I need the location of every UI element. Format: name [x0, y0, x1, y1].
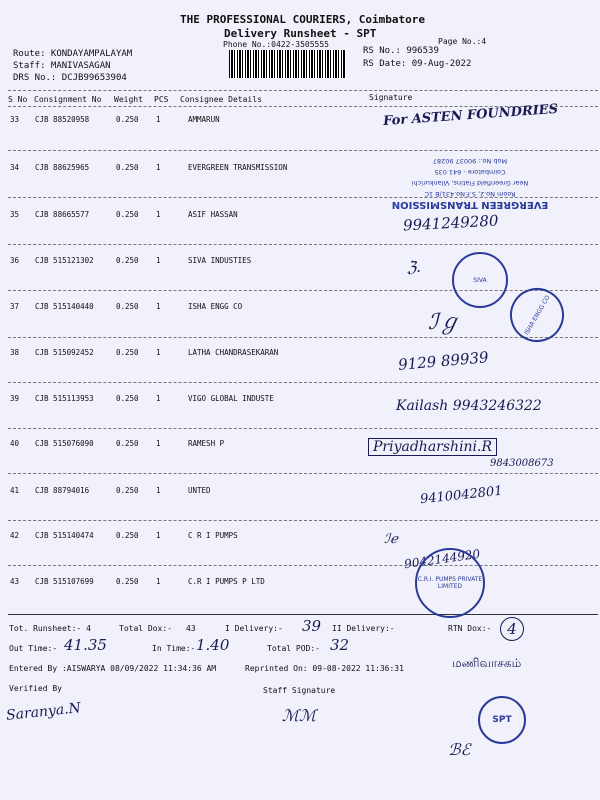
signature-40-name: Priyadharshini.R: [368, 438, 497, 456]
row-pcs: 1: [156, 348, 161, 357]
row-weight: 0.250: [116, 348, 139, 357]
stamp-line: Coimbatore - 641 035: [434, 168, 506, 176]
row-consignee: SIVA INDUSTIES: [188, 256, 252, 265]
row-sno: 40: [10, 439, 20, 448]
spt-stamp: [478, 696, 526, 744]
row-consignee: UNTED: [188, 486, 211, 495]
siva-stamp: [452, 252, 508, 308]
row-weight: 0.250: [116, 256, 139, 265]
row-sno: 34: [10, 163, 20, 172]
row-consignment: CJB 515140440: [35, 302, 94, 311]
cri-stamp: [415, 548, 485, 618]
row-consignment: CJB 515107699: [35, 577, 94, 586]
ii-delivery-label: II Delivery:-: [332, 624, 395, 633]
row-weight: 0.250: [116, 115, 139, 124]
row-sno: 43: [10, 577, 20, 586]
signature-33: For ASTEN FOUNDRIES: [382, 101, 559, 130]
entered-by: Entered By :AISWARYA 08/09/2022 11:34:36 AM: [9, 664, 217, 673]
row-sno: 39: [10, 394, 20, 403]
tot-runsheet: Tot. Runsheet:- 4: [9, 624, 91, 633]
row-weight: 0.250: [116, 163, 139, 172]
out-time-value: 41.35: [64, 636, 107, 654]
row-consignee: ISHA ENGG CO: [188, 302, 243, 311]
row-weight: 0.250: [116, 577, 139, 586]
verified-signature: Saranya.N: [5, 700, 82, 724]
rs-number: RS No.: 996539: [363, 46, 439, 56]
signature-39: Kailash 9943246322: [396, 398, 542, 414]
stamp-line: Mob No.: 90037 90287: [432, 157, 508, 165]
out-time-label: Out Time:-: [9, 644, 58, 653]
total-dox-label: Total Dox:-: [119, 624, 172, 633]
row-consignee: AMMARUN: [188, 115, 220, 124]
row-consignment: CJB 515113953: [35, 394, 94, 403]
table-row: [0, 207, 600, 253]
row-weight: 0.250: [116, 302, 139, 311]
col-weight: Weight: [114, 95, 143, 104]
row-weight: 0.250: [116, 531, 139, 540]
row-pcs: 1: [156, 256, 161, 265]
total-pod-label: Total POD:-: [267, 644, 320, 653]
table-row: [0, 253, 600, 299]
rtn-dox-value: 4: [500, 617, 524, 641]
table-row: [0, 483, 600, 529]
row-consignee: C R I PUMPS: [188, 531, 238, 540]
staff: Staff: MANIVASAGAN: [13, 61, 111, 71]
phone-number: Phone No.:0422-3505555: [223, 40, 329, 49]
stamp-text: C.R.I. PUMPS PRIVATE LIMITED: [417, 576, 483, 590]
stamp-text: SIVA: [473, 276, 487, 284]
signature-35: 9941249280: [402, 211, 499, 235]
row-weight: 0.250: [116, 394, 139, 403]
signature-42-mark: ℐℯ: [384, 532, 398, 547]
stamp-text: SPT: [492, 715, 512, 725]
route: Route: KONDAYAMPALAYAM: [13, 49, 133, 59]
row-consignee: EVERGREEN TRANSMISSION: [188, 163, 288, 172]
signature-41: 9410042801: [419, 483, 504, 508]
row-pcs: 1: [156, 486, 161, 495]
in-time-label: In Time:-: [152, 644, 196, 653]
signature-42: 9042144920: [403, 546, 481, 572]
signature-38: 9129 89939: [397, 348, 490, 374]
barcode: [229, 50, 346, 78]
row-consignment: CJB 88625965: [35, 163, 90, 172]
stamp-line: EVERGREEN TRANSMISSION: [391, 199, 549, 210]
i-delivery-label: I Delivery:-: [225, 624, 283, 633]
row-sno: 41: [10, 486, 20, 495]
col-consignee: Consignee Details: [180, 95, 262, 104]
row-weight: 0.250: [116, 439, 139, 448]
col-sno: S No: [8, 95, 28, 104]
row-consignee: ASIF HASSAN: [188, 210, 238, 219]
total-pod-value: 32: [330, 636, 350, 654]
page-number: Page No.:4: [438, 37, 487, 46]
row-consignment: CJB 515092452: [35, 348, 94, 357]
row-sno: 37: [10, 302, 20, 311]
row-pcs: 1: [156, 531, 161, 540]
row-consignment: CJB 88665577: [35, 210, 90, 219]
staff-signature-label: Staff Signature: [263, 686, 336, 695]
row-consignee: LATHA CHANDRASEKARAN: [188, 348, 279, 357]
row-sno: 35: [10, 210, 20, 219]
evergreen-stamp: [370, 148, 570, 210]
total-dox-value: 43: [186, 624, 196, 633]
signature-37: ℐℊ: [428, 310, 461, 335]
row-pcs: 1: [156, 302, 161, 311]
row-consignee: C.R I PUMPS P LTD: [188, 577, 265, 586]
row-sno: 42: [10, 531, 20, 540]
col-signature: Signature: [369, 93, 413, 102]
rtn-dox-label: RTN Dox:-: [448, 624, 492, 633]
row-sno: 38: [10, 348, 20, 357]
row-consignment: CJB 88794016: [35, 486, 90, 495]
row-pcs: 1: [156, 115, 161, 124]
stamp-line: Near Greenfield Flatins, Vilankurichi: [411, 179, 529, 187]
signature-36: ℨ.: [407, 258, 422, 276]
table-row: [0, 528, 600, 574]
i-delivery-value: 39: [302, 617, 322, 635]
row-pcs: 1: [156, 163, 161, 172]
row-pcs: 1: [156, 210, 161, 219]
col-consignment: Consignment No: [34, 95, 102, 104]
sheet-title: Delivery Runsheet - SPT: [224, 27, 377, 40]
drs-number: DRS No.: DCJB99653904: [13, 73, 127, 83]
in-time-value: 1.40: [196, 636, 230, 654]
row-weight: 0.250: [116, 210, 139, 219]
rs-date: RS Date: 09-Aug-2022: [363, 59, 472, 69]
company-title: THE PROFESSIONAL COURIERS, Coimbatore: [180, 13, 426, 26]
staff-signature: ℳℳ: [282, 706, 317, 725]
staff-tamil-name: மணிவாசகம்: [452, 656, 522, 670]
row-consignment: CJB 515121302: [35, 256, 94, 265]
row-consignment: CJB 88520958: [35, 115, 90, 124]
reprinted-on: Reprinted On: 09-08-2022 11:36:31: [245, 664, 404, 673]
verified-by: Verified By: [9, 684, 62, 693]
final-signature: ℬℰ: [448, 740, 471, 759]
row-pcs: 1: [156, 577, 161, 586]
stamp-line: Room No.2, S.F.No.431/B 1C: [424, 190, 516, 198]
table-row: [0, 345, 600, 391]
row-sno: 36: [10, 256, 20, 265]
signature-40-phone: 9843008673: [490, 458, 554, 469]
row-sno: 33: [10, 115, 20, 124]
row-pcs: 1: [156, 394, 161, 403]
col-pcs: PCS: [154, 95, 169, 104]
row-consignee: RAMESH P: [188, 439, 225, 448]
row-consignee: VIGO GLOBAL INDUSTE: [188, 394, 274, 403]
row-pcs: 1: [156, 439, 161, 448]
row-weight: 0.250: [116, 486, 139, 495]
row-consignment: CJB 515076090: [35, 439, 94, 448]
row-consignment: CJB 515140474: [35, 531, 94, 540]
stamp-text: ISHA ENGG CO: [522, 293, 552, 337]
